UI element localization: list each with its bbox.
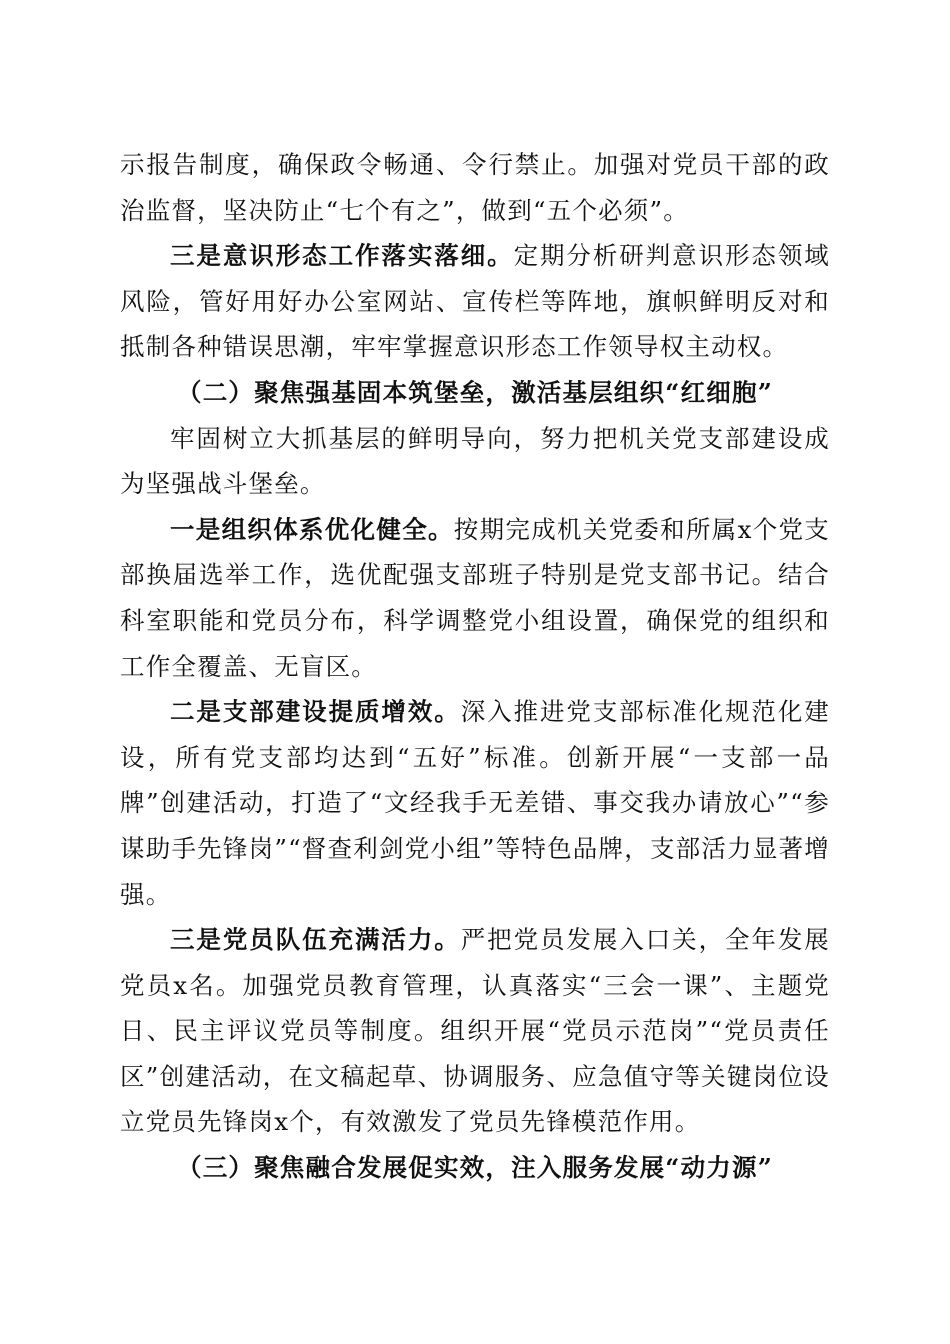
item-text: 定期分析研判意识形态领域风险，管好用好办公室网站、宣传栏等阵地，旗帜鲜明反对和抵制各种错误思潮，牢牢掌握意识形态工作领导权主动权。 (120, 241, 830, 362)
body-paragraph-intro: 牢固树立大抓基层的鲜明导向，努力把机关党支部建设成为坚强战斗堡垒。 (120, 423, 830, 499)
item-lead: 二是支部建设提质增效。 (170, 697, 461, 727)
item-paragraph-ideology (120, 233, 830, 370)
item-lead: 三是意识形态工作落实落细。 (170, 241, 514, 271)
body-paragraph-continuation: 示报告制度，确保政令畅通、令行禁止。加强对党员干部的政治监督，坚决防止“七个有之”，做到“五个必须”。 (120, 150, 830, 225)
item-paragraph-members (120, 917, 830, 1145)
item-text: 按期完成机关党委和所属x个党支部换届选举工作，选优配强支部班子特别是党支部书记。结合科室职能和党员分布，科学调整党小组设置，确保党的组织和工作全覆盖、无盲区。 (120, 514, 830, 681)
item-paragraph-branch (120, 689, 830, 917)
section-heading-3: （三）聚焦融合发展促实效，注入服务发展“动力源” (177, 1153, 773, 1183)
item-lead: 三是党员队伍充满活力。 (170, 925, 461, 955)
item-paragraph-organization (120, 507, 830, 689)
item-text: 严把党员发展入口关，全年发展党员x名。加强党员教育管理，认真落实“三会一课”、主题党日、民主评议党员等制度。组织开展“党员示范岗”“党员责任区”创建活动，在文稿起草、协调服务、应急值守等关键岗位设立党员先锋岗x个，有效激发了党员先锋模范作用。 (120, 925, 830, 1137)
item-text: 深入推进党支部标准化规范化建设，所有党支部均达到“五好”标准。创新开展“一支部一品牌”创建活动，打造了“文经我手无差错、事交我办请放心”“参谋助手先锋岗”“督查利剑党小组”等特色品牌，支部活力显著增强。 (120, 697, 830, 909)
item-lead: 一是组织体系优化健全。 (170, 514, 454, 544)
section-heading-2: （二）聚焦强基固本筑堡垒，激活基层组织“红细胞” (177, 377, 773, 407)
document-page (120, 142, 830, 1191)
